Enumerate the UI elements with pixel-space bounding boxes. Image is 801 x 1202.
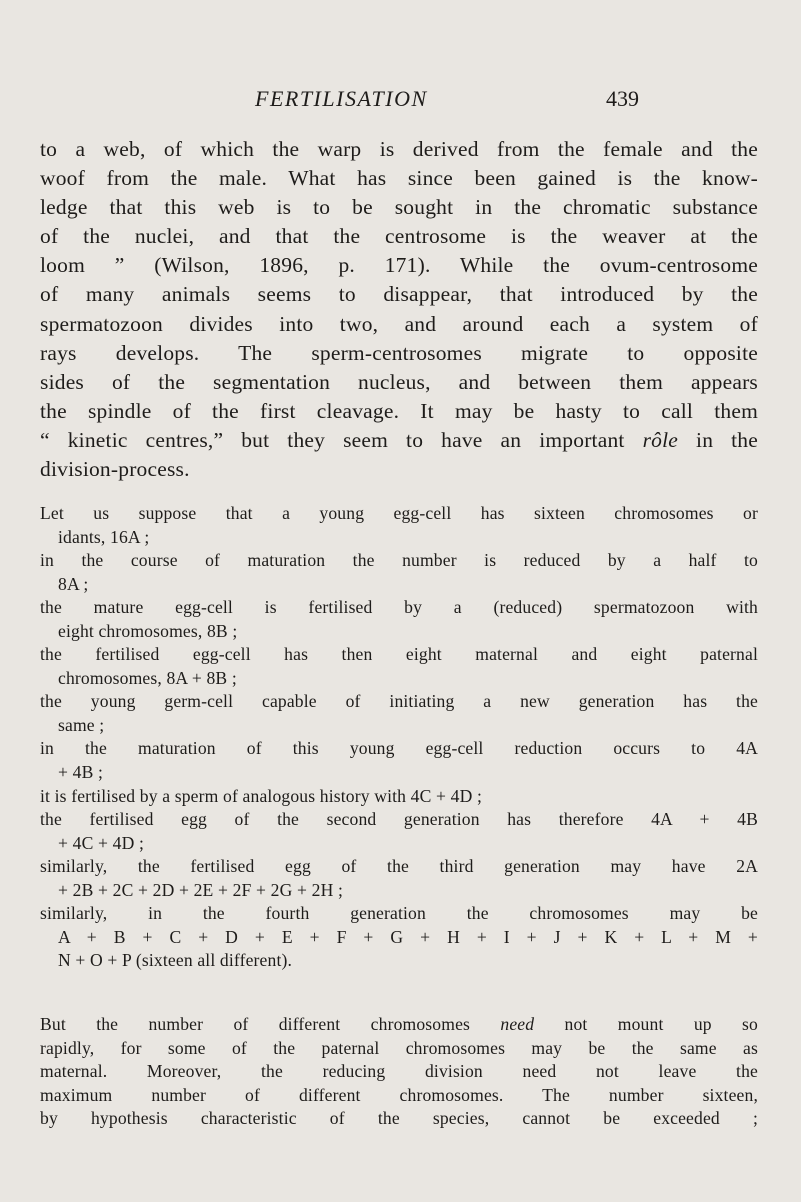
text-line: of many animals seems to disappear, that introduced by the [40, 282, 758, 307]
text-run: “ kinetic centres,” but they seem to have an important [40, 427, 643, 452]
italic-word: rôle [642, 427, 679, 452]
text-line: Let us suppose that a young egg-cell has sixteen chromosomes or [40, 503, 758, 523]
text-line: of the nuclei, and that the centrosome is the weaver at the [40, 224, 758, 249]
text-line: the fertilised egg of the second generation has therefore 4A + 4B [40, 809, 758, 830]
text-line: 8A ; [58, 573, 89, 594]
text-line: loom ” (Wilson, 1896, p. 171). While the ovum-centrosome [40, 253, 758, 278]
list-item [40, 643, 758, 690]
text-line: spermatozoon divides into two, and around each a system of [40, 311, 758, 336]
list-item [40, 549, 758, 596]
text-line: division-process. [40, 457, 190, 482]
text-line: + 4C + 4D ; [58, 832, 145, 853]
text-line: the young germ-cell capable of initiating a new generation has the [40, 691, 758, 712]
text-line: the spindle of the first cleavage. It may be hasty to call them [40, 398, 758, 423]
text-line: similarly, the fertilised egg of the third generation may have 2A [40, 856, 758, 877]
text-line: woof from the male. What has since been gained is the know- [40, 166, 758, 191]
text-line: in the course of maturation the number is reduced by a half to [40, 550, 758, 571]
text-line: rapidly, for some of the paternal chromosomes may be the same as [40, 1037, 758, 1058]
text-line: the mature egg-cell is fertilised by a (reduced) spermatozoon with [40, 597, 758, 618]
text-line: by hypothesis characteristic of the species, cannot be exceeded ; [40, 1108, 758, 1129]
text-line: ledge that this web is to be sought in the chromatic substance [40, 195, 758, 220]
text-line: sides of the segmentation nucleus, and between them appears [40, 369, 758, 394]
running-head-title: FERTILISATION [255, 86, 428, 111]
list-item [40, 596, 758, 643]
text-line: A + B + C + D + E + F + G + H + I + J + K + L + M + [58, 926, 758, 947]
list-item [40, 785, 758, 809]
text-line: chromosomes, 8A + 8B ; [58, 667, 237, 688]
text-run: not mount up so [534, 1014, 758, 1034]
text-line: + 2B + 2C + 2D + 2E + 2F + 2G + 2H ; [58, 879, 344, 900]
text-line: + 4B ; [58, 762, 104, 783]
chromosome-hypothesis-list [40, 502, 758, 973]
list-item [40, 690, 758, 737]
list-item [40, 855, 758, 902]
page-number: 439 [606, 86, 639, 111]
text-line: it is fertilised by a sperm of analogous history with 4C + 4D ; [40, 785, 483, 806]
list-item [40, 737, 758, 784]
paragraph-conclusion [40, 1013, 758, 1131]
list-item [40, 808, 758, 855]
text-run: in the [678, 427, 758, 452]
text-line: N + O + P (sixteen all different). [58, 950, 293, 971]
text-line: same ; [58, 714, 105, 735]
list-item [40, 902, 758, 973]
text-line: rays develops. The sperm-centrosomes migrate to opposite [40, 340, 758, 365]
text-run: But the number of different chromosomes [40, 1014, 501, 1034]
text-line [40, 426, 758, 455]
text-line [40, 1013, 758, 1037]
italic-word: need [500, 1014, 535, 1034]
text-line: eight chromosomes, 8B ; [58, 620, 238, 641]
text-line: in the maturation of this young egg-cell reduction occurs to 4A [40, 738, 758, 759]
text-line: maternal. Moreover, the reducing division need not leave the [40, 1061, 758, 1082]
text-line: to a web, of which the warp is derived from the female and the [40, 137, 758, 161]
paragraph-intro [40, 135, 758, 484]
text-line: idants, 16A ; [58, 526, 150, 547]
text-line: similarly, in the fourth generation the chromosomes may be [40, 903, 758, 924]
text-line: the fertilised egg-cell has then eight maternal and eight paternal [40, 644, 758, 665]
running-header [0, 86, 801, 116]
text-line: maximum number of different chromosomes. The number sixteen, [40, 1084, 758, 1105]
list-item [40, 502, 758, 549]
